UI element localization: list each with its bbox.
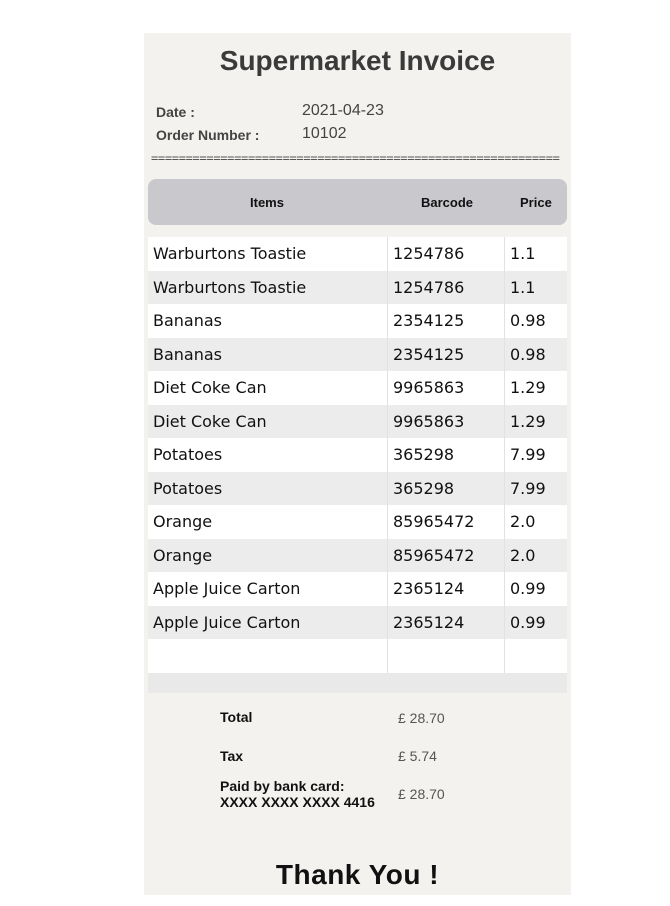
table-row xyxy=(148,572,567,606)
empty-cell xyxy=(388,639,505,673)
item-price: 0.98 xyxy=(510,344,546,364)
paid-value: £ 28.70 xyxy=(398,786,445,802)
table-row xyxy=(148,438,567,472)
item-price: 0.99 xyxy=(510,612,546,632)
item-name: Diet Coke Can xyxy=(148,371,388,405)
item-name: Warburtons Toastie xyxy=(148,271,388,305)
item-name: Apple Juice Carton xyxy=(148,606,388,640)
table-row-empty xyxy=(148,673,567,693)
item-name: Potatoes xyxy=(148,472,388,506)
item-barcode: 1254786 xyxy=(388,237,505,271)
item-price: 2.0 xyxy=(510,512,536,532)
table-row xyxy=(148,472,567,506)
item-barcode: 9965863 xyxy=(388,371,505,405)
header-price: Price xyxy=(520,195,552,210)
item-barcode: 2354125 xyxy=(388,304,505,338)
order-number-value: 10102 xyxy=(302,125,347,142)
item-price: 0.99 xyxy=(510,579,546,599)
total-label: Total xyxy=(220,709,253,725)
header-barcode: Barcode xyxy=(421,195,474,210)
item-barcode: 2354125 xyxy=(388,338,505,372)
date-label: Date : xyxy=(156,104,195,120)
item-barcode: 365298 xyxy=(388,472,505,506)
card-number: XXXX XXXX XXXX 4416 xyxy=(220,794,375,810)
item-price: 0.98 xyxy=(510,311,546,331)
item-name: Warburtons Toastie xyxy=(148,237,388,271)
item-name: Bananas xyxy=(148,338,388,372)
item-name: Apple Juice Carton xyxy=(148,572,388,606)
empty-cell xyxy=(505,639,567,673)
separator-line: =========================================================== xyxy=(151,151,560,165)
invoice-title: Supermarket Invoice xyxy=(219,45,496,76)
table-row xyxy=(148,338,567,372)
empty-cell xyxy=(148,639,388,673)
thank-you-message: Thank You ! xyxy=(275,859,440,890)
tax-label: Tax xyxy=(220,748,244,764)
item-price: 2.0 xyxy=(510,545,536,565)
item-name: Diet Coke Can xyxy=(148,405,388,439)
item-barcode: 365298 xyxy=(388,438,505,472)
item-price: 7.99 xyxy=(510,445,546,465)
item-price: 1.29 xyxy=(510,378,546,398)
item-barcode: 2365124 xyxy=(388,572,505,606)
tax-value: £ 5.74 xyxy=(398,748,437,764)
date-value: 2021-04-23 xyxy=(302,102,384,119)
item-name: Orange xyxy=(148,505,388,539)
item-barcode: 9965863 xyxy=(388,405,505,439)
table-row xyxy=(148,237,567,271)
table-row xyxy=(148,271,567,305)
table-row xyxy=(148,606,567,640)
table-row xyxy=(148,304,567,338)
items-table xyxy=(148,237,567,693)
item-price: 1.1 xyxy=(510,277,536,297)
total-value: £ 28.70 xyxy=(398,710,445,726)
item-barcode: 85965472 xyxy=(388,505,505,539)
item-barcode: 85965472 xyxy=(388,539,505,573)
item-price: 1.1 xyxy=(510,244,536,264)
paid-by-card-label: Paid by bank card: xyxy=(220,778,345,794)
order-number-label: Order Number : xyxy=(156,127,260,143)
item-name: Bananas xyxy=(148,304,388,338)
table-row xyxy=(148,505,567,539)
item-barcode: 1254786 xyxy=(388,271,505,305)
table-row xyxy=(148,405,567,439)
item-barcode: 2365124 xyxy=(388,606,505,640)
table-row-empty xyxy=(148,639,567,673)
invoice-receipt xyxy=(144,33,571,895)
table-row xyxy=(148,539,567,573)
table-header xyxy=(148,179,567,225)
item-name: Potatoes xyxy=(148,438,388,472)
header-items: Items xyxy=(250,195,284,210)
item-price: 1.29 xyxy=(510,411,546,431)
item-price: 7.99 xyxy=(510,478,546,498)
item-name: Orange xyxy=(148,539,388,573)
table-row xyxy=(148,371,567,405)
